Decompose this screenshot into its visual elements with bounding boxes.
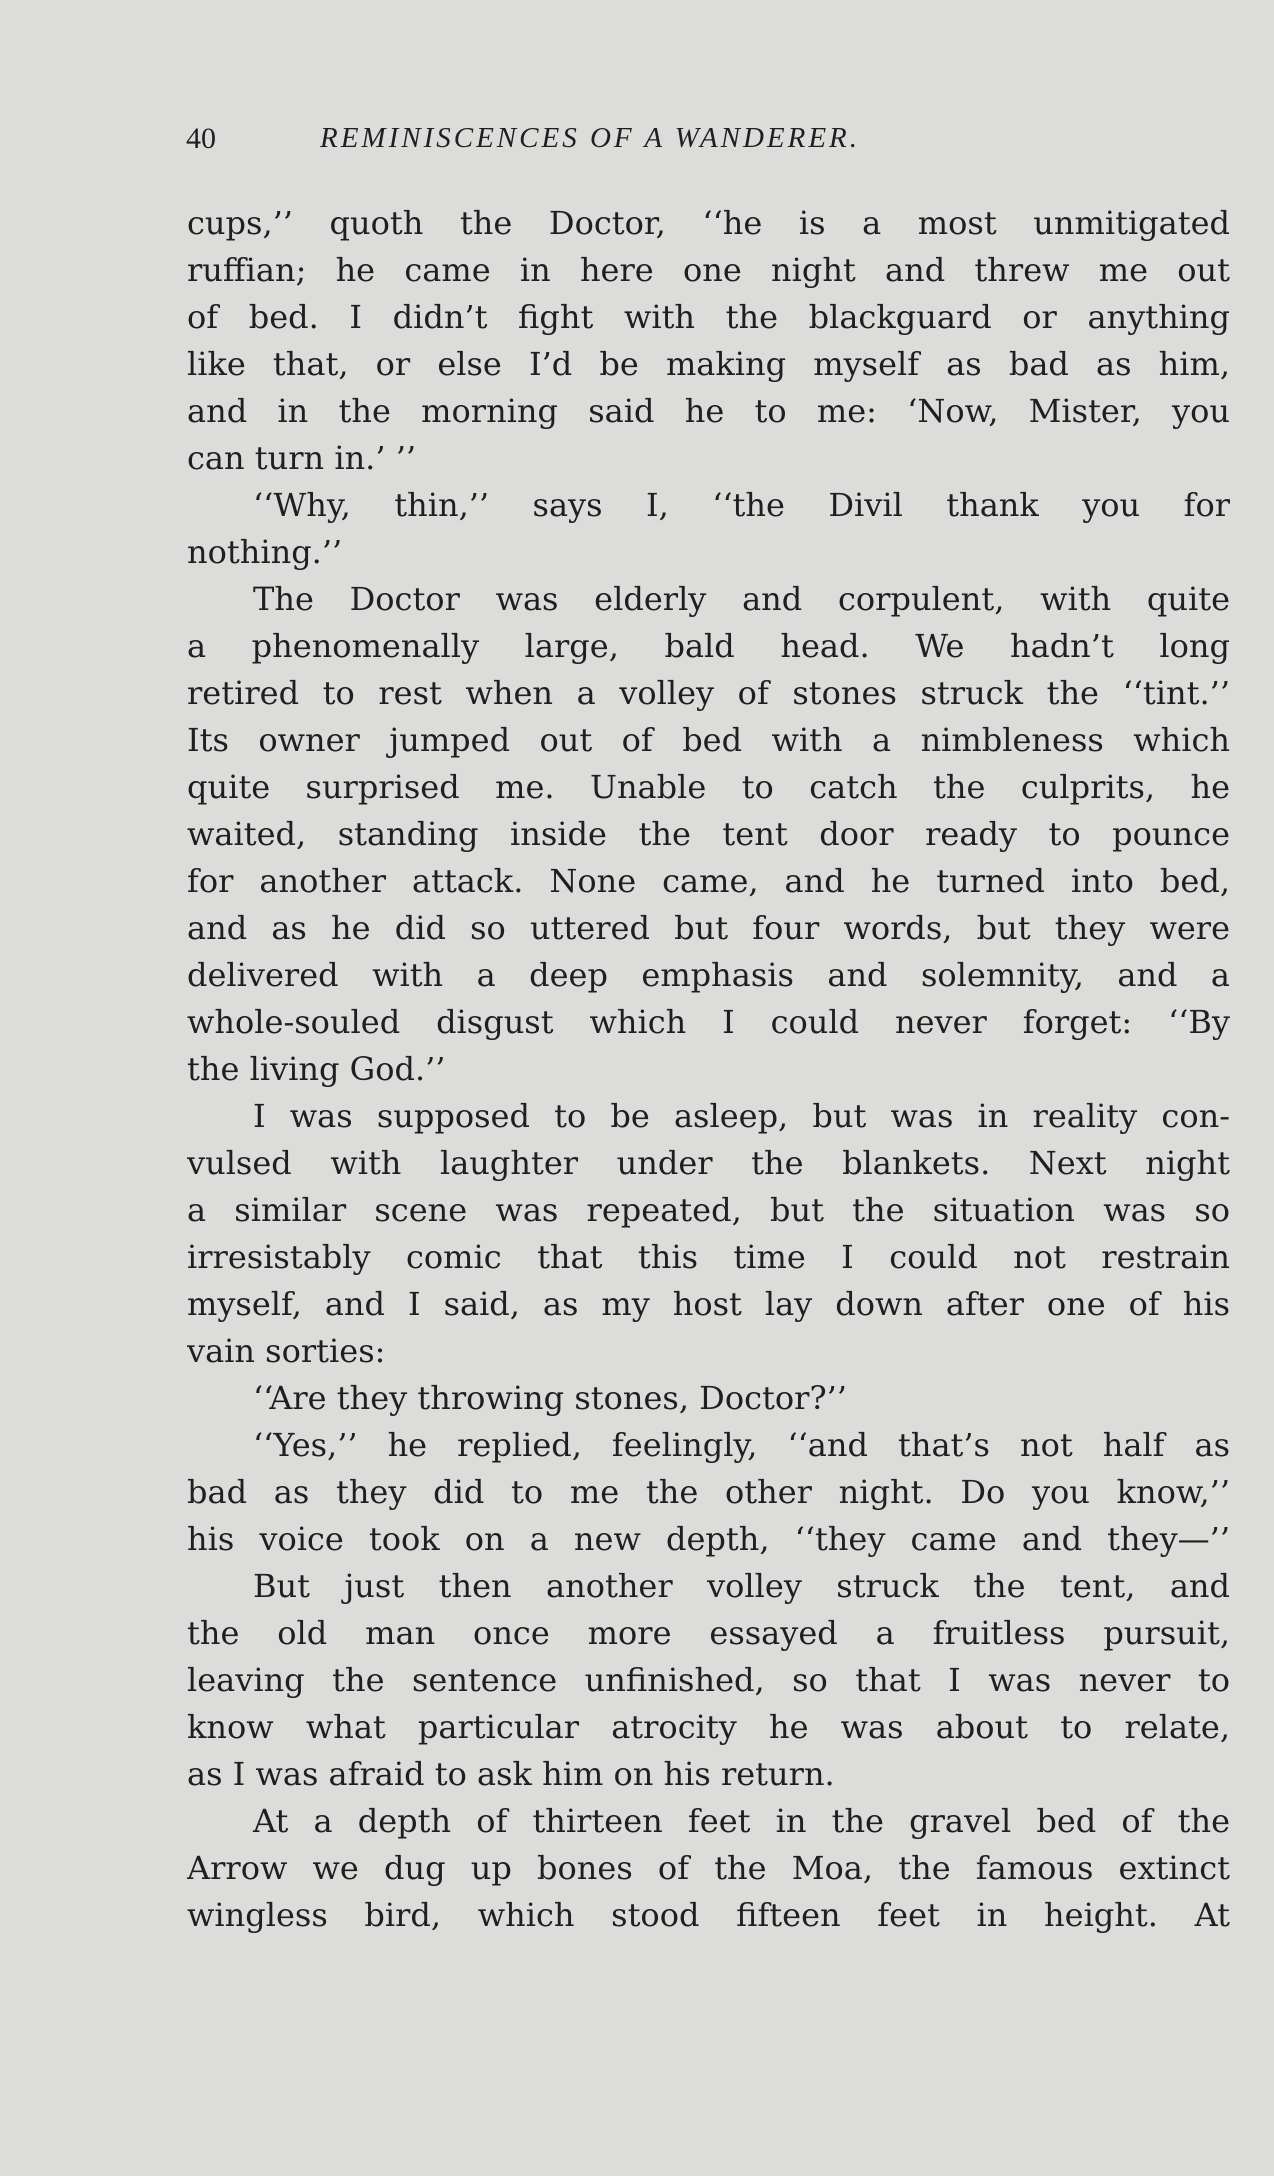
- running-title: REMINISCENCES OF A WANDERER.: [320, 122, 861, 154]
- text-line: Arrow we dug up bones of the Moa, the famous extinct: [187, 1849, 1230, 1887]
- body-text: [187, 200, 1230, 1939]
- page-header: [186, 122, 1086, 162]
- text-line: Its owner jumped out of bed with a nimbleness which: [187, 721, 1230, 759]
- text-line: can turn in.’ ’’: [187, 439, 417, 477]
- text-line: retired to rest when a volley of stones struck the ‘‘tint.’’: [187, 674, 1230, 712]
- text-line: the living God.’’: [187, 1050, 446, 1088]
- text-line: nothing.’’: [187, 533, 343, 571]
- text-line: and as he did so uttered but four words, but they were: [187, 909, 1230, 947]
- text-line: myself, and I said, as my host lay down after one of his: [187, 1285, 1230, 1323]
- text-line: I was supposed to be asleep, but was in reality con-: [253, 1097, 1230, 1135]
- text-line: waited, standing inside the tent door ready to pounce: [187, 815, 1230, 853]
- text-line: vain sorties:: [187, 1332, 386, 1370]
- text-line: irresistably comic that this time I could not restrain: [187, 1238, 1230, 1276]
- text-line: The Doctor was elderly and corpulent, with quite: [253, 580, 1230, 618]
- text-line: ‘‘Yes,’’ he replied, feelingly, ‘‘and that’s not half as: [253, 1426, 1230, 1464]
- text-line: delivered with a deep emphasis and solemnity, and a: [187, 956, 1230, 994]
- text-line: for another attack. None came, and he turned into bed,: [187, 862, 1230, 900]
- text-line: vulsed with laughter under the blankets. Next night: [187, 1144, 1230, 1182]
- text-line: bad as they did to me the other night. Do you know,’’: [187, 1473, 1230, 1511]
- text-line: know what particular atrocity he was about to relate,: [187, 1708, 1230, 1746]
- text-line: the old man once more essayed a fruitless pursuit,: [187, 1614, 1230, 1652]
- text-line: whole-souled disgust which I could never forget: ‘‘By: [187, 1003, 1230, 1041]
- text-line: his voice took on a new depth, ‘‘they came and they—’’: [187, 1520, 1230, 1558]
- text-line: like that, or else I’d be making myself as bad as him,: [187, 345, 1230, 383]
- text-line: cups,’’ quoth the Doctor, ‘‘he is a most unmitigated: [187, 204, 1230, 242]
- text-line: ruffian; he came in here one night and threw me out: [187, 251, 1230, 289]
- text-line: But just then another volley struck the tent, and: [253, 1567, 1230, 1605]
- text-line: wingless bird, which stood fifteen feet in height. At: [187, 1896, 1230, 1934]
- text-line: a phenomenally large, bald head. We hadn’t long: [187, 627, 1230, 665]
- text-line: ‘‘Are they throwing stones, Doctor?’’: [253, 1379, 847, 1417]
- text-line: At a depth of thirteen feet in the gravel bed of the: [253, 1802, 1230, 1840]
- text-line: leaving the sentence unfinished, so that I was never to: [187, 1661, 1230, 1699]
- text-line: and in the morning said he to me: ‘Now, Mister, you: [187, 392, 1230, 430]
- page-number: 40: [186, 122, 216, 155]
- text-line: quite surprised me. Unable to catch the culprits, he: [187, 768, 1230, 806]
- text-line: of bed. I didn’t fight with the blackguard or anything: [187, 298, 1230, 336]
- text-line: as I was afraid to ask him on his return.: [187, 1755, 835, 1793]
- text-line: ‘‘Why, thin,’’ says I, ‘‘the Divil thank you for: [253, 486, 1230, 524]
- text-line: a similar scene was repeated, but the situation was so: [187, 1191, 1230, 1229]
